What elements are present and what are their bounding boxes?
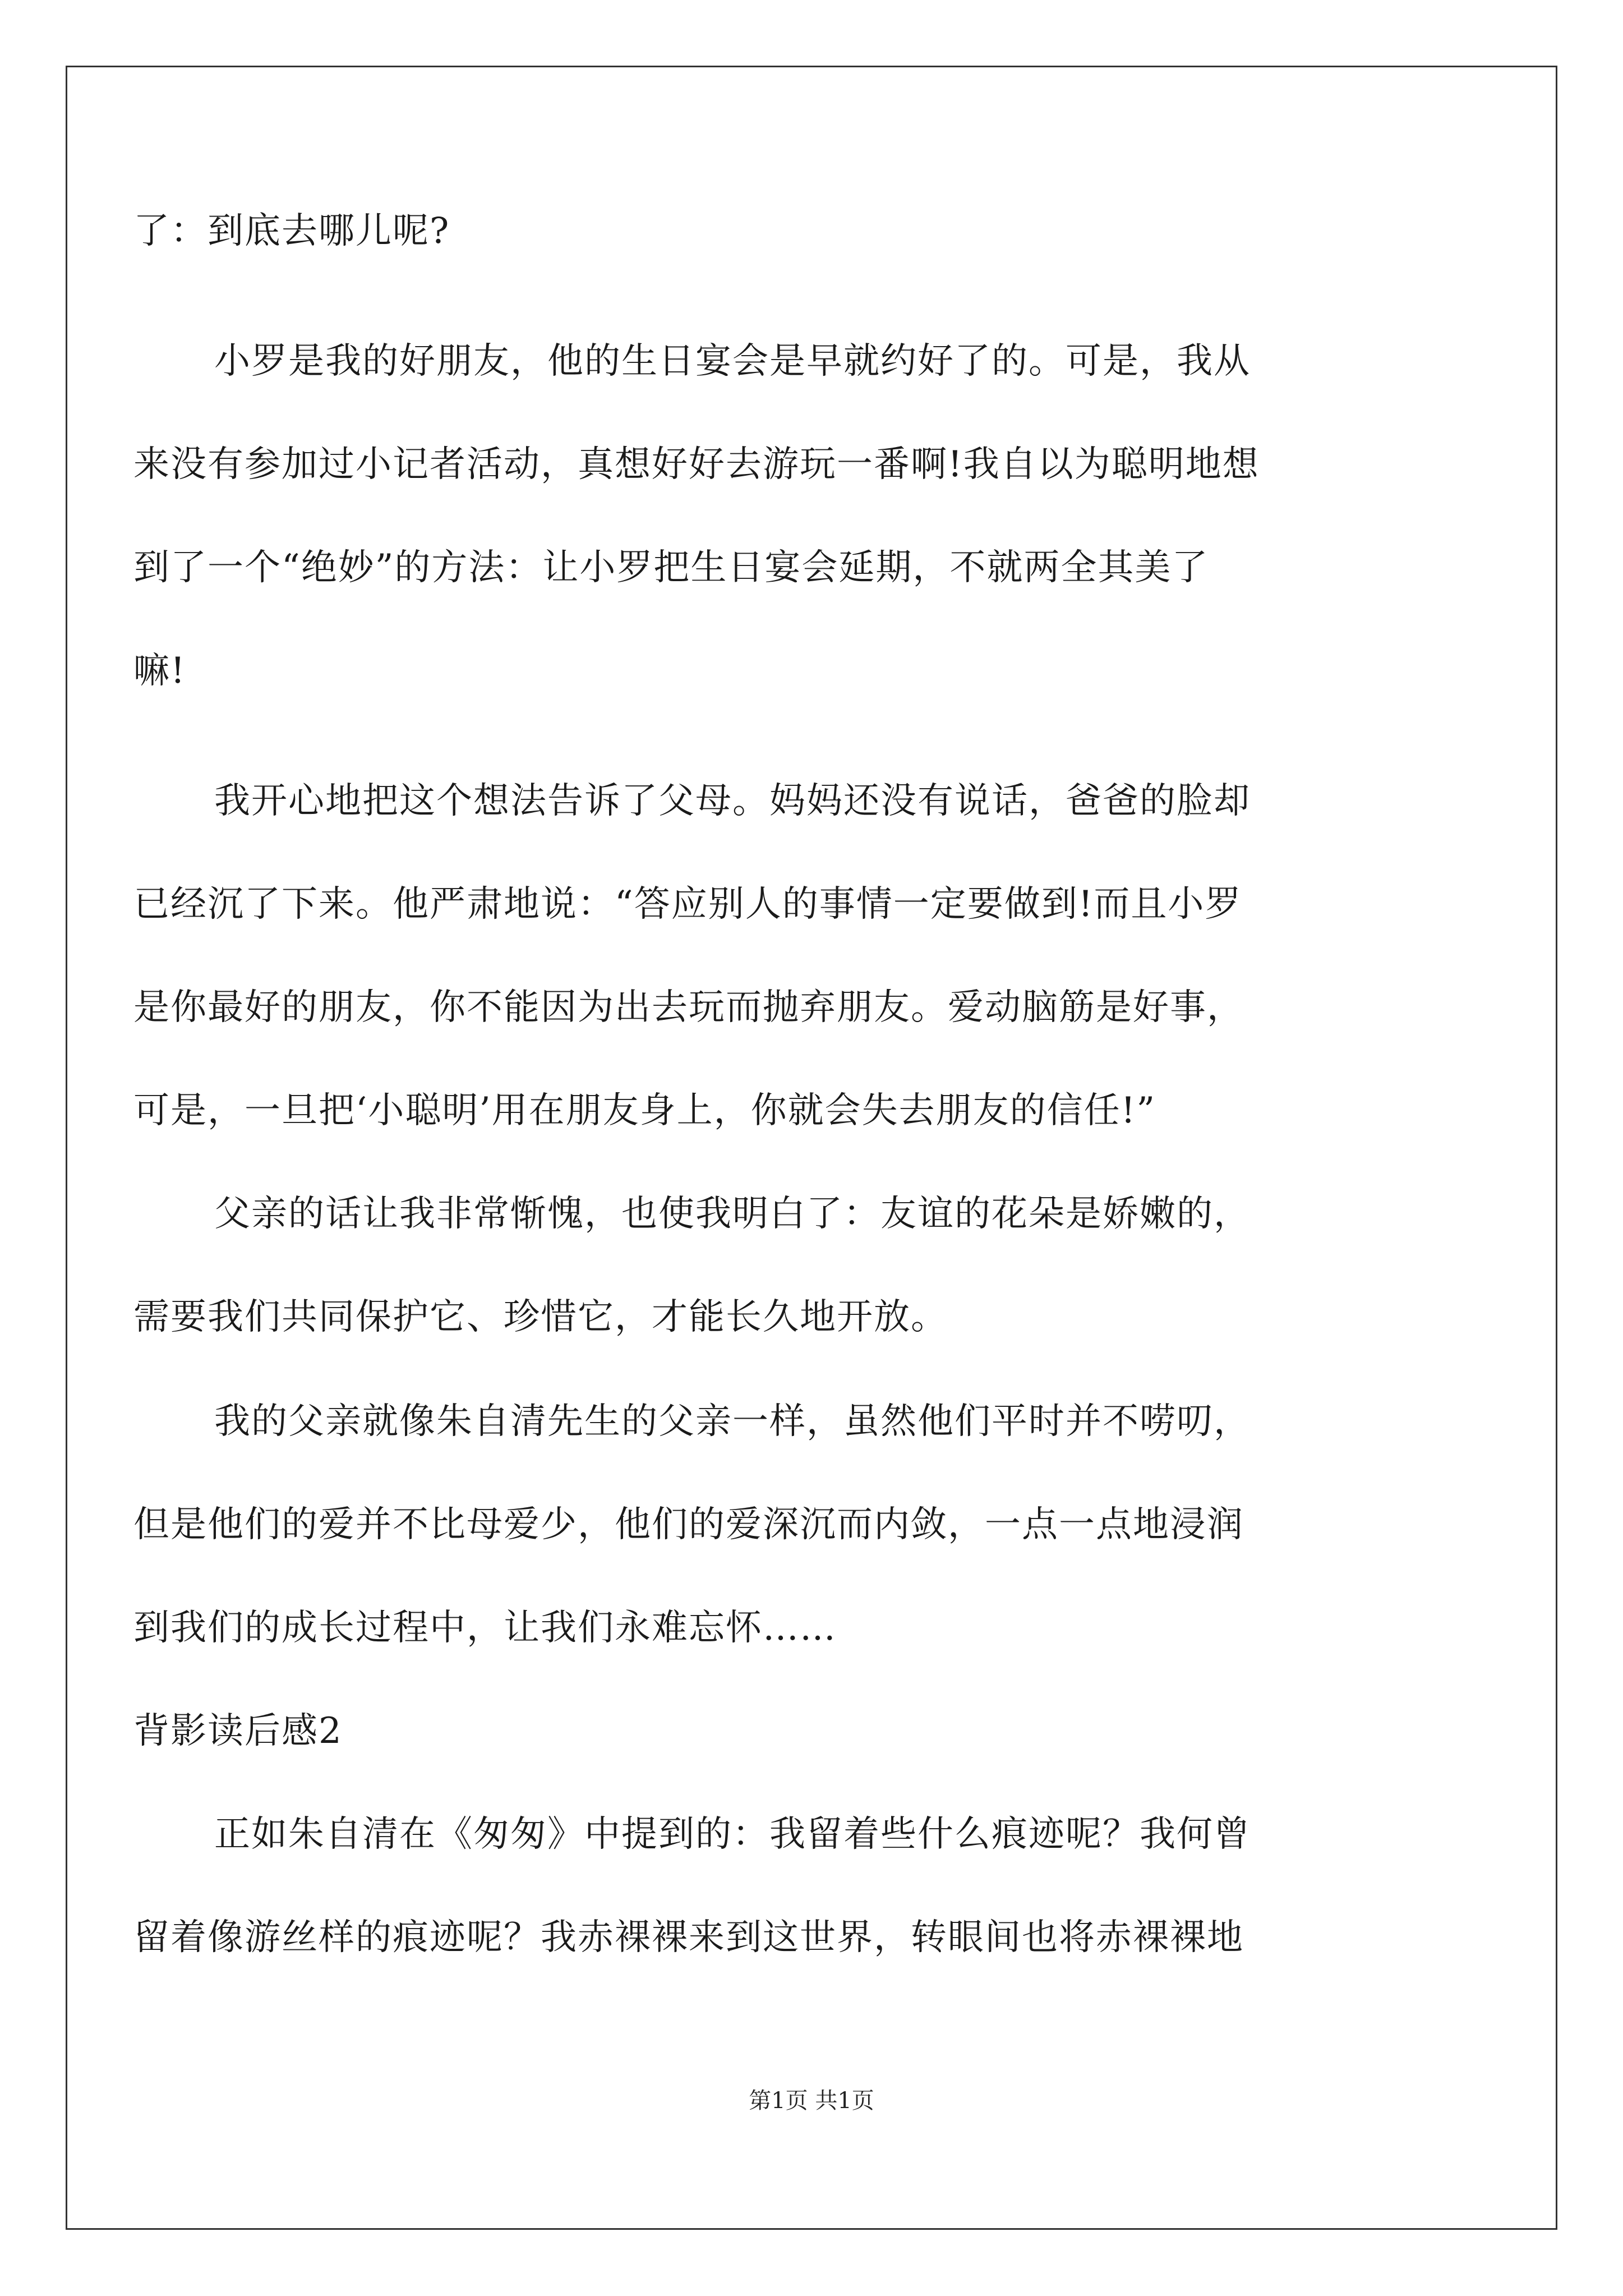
page-border [66, 66, 1557, 2230]
section-heading: 背影读后感2 [133, 1710, 343, 1752]
text-line: 正如朱自清在《匆匆》中提到的：我留着些什么痕迹呢？我何曾 [214, 1814, 1251, 1855]
text-line: 父亲的话让我非常惭愧，也使我明白了：友谊的花朵是娇嫩的， [214, 1193, 1251, 1235]
text-line: 我开心地把这个想法告诉了父母。妈妈还没有说话，爸爸的脸却 [214, 780, 1251, 822]
text-line: 需要我们共同保护它、珍惜它，才能长久地开放。 [133, 1296, 948, 1338]
text-line: 到了一个“绝妙”的方法：让小罗把生日宴会延期，不就两全其美了 [133, 547, 1209, 588]
text-line: 留着像游丝样的痕迹呢？我赤裸裸来到这世界，转眼间也将赤裸裸地 [133, 1917, 1244, 1958]
text-line: 但是他们的爱并不比母爱少，他们的爱深沉而内敛，一点一点地浸润 [133, 1504, 1244, 1545]
text-line: 来没有参加过小记者活动，真想好好去游玩一番啊!我自以为聪明地想 [133, 444, 1260, 485]
text-line: 嘛! [133, 650, 186, 692]
page-footer: 第1页 共1页 [749, 2088, 874, 2114]
text-line: 可是，一旦把‘小聪明’用在朋友身上，你就会失去朋友的信任!” [133, 1090, 1156, 1131]
text-line: 已经沉了下来。他严肃地说：“答应别人的事情一定要做到!而且小罗 [133, 884, 1242, 925]
text-line: 到我们的成长过程中，让我们永难忘怀…… [133, 1607, 837, 1649]
text-line: 了：到底去哪儿呢? [133, 210, 450, 252]
text-line: 我的父亲就像朱自清先生的父亲一样，虽然他们平时并不唠叨， [214, 1401, 1251, 1442]
text-line: 是你最好的朋友，你不能因为出去玩而抛弃朋友。爱动脑筋是好事， [133, 987, 1244, 1028]
text-line: 小罗是我的好朋友，他的生日宴会是早就约好了的。可是，我从 [214, 341, 1251, 382]
